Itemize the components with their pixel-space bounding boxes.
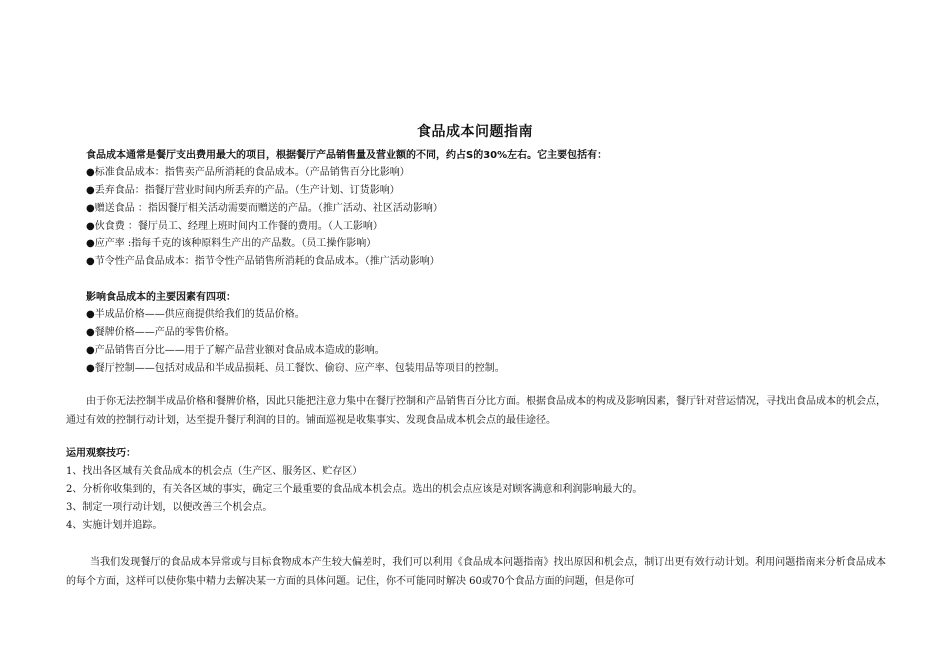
- factor-item: ●餐牌价格——产品的零售价格。: [86, 327, 235, 338]
- document-title: 食品成本问题指南: [417, 124, 533, 140]
- technique-item: 1、找出各区域有关食品成本的机会点（生产区、服务区、贮存区）: [66, 466, 363, 477]
- technique-item: 2、分析你收集到的，有关各区域的事实，确定三个最重要的食品成本机会点。选出的机会点应该是对顾客满意和利润影响最大的。: [66, 484, 643, 495]
- techniques-heading: 运用观察技巧：: [66, 448, 136, 459]
- cost-item: ●节令性产品食品成本：指节令性产品销售所消耗的食品成本。（推广活动影响）: [86, 256, 440, 267]
- body-paragraph: 由于你无法控制半成品价格和餐牌价格，因此只能把注意力集中在餐厅控制和产品销售百分比方面。根据食品成本的构成及影响因素，餐厅针对营运情况，寻找出食品成本的机会点，通过有效的控制行动计划，达至提升餐厅利润的目的。铺面巡视是收集事实、发现食品成本机会点的最佳途径。: [66, 396, 886, 426]
- cost-item: ●赠送食品 ：指因餐厅相关活动需要而赠送的产品。（推广活动、社区活动影响）: [86, 203, 443, 214]
- cost-item: ●标准食品成本：指售卖产品所消耗的食品成本。（产品销售百分比影响）: [86, 167, 410, 178]
- factors-heading: 影响食品成本的主要因素有四项：: [86, 292, 236, 303]
- body-paragraph: 当我们发现餐厅的食品成本异常或与目标食物成本产生较大偏差时，我们可以利用《食品成本问题指南》找出原因和机会点，制订出更有效行动计划。利用问题指南来分析食品成本的每个方面，这样可以使你集中精力去解决某一方面的具体问题。记住，你不可能同时解决 60或70个食品方面的问题，但是你可: [66, 557, 886, 587]
- cost-item: ●伙食费 ：餐厅员工、经理上班时间内工作餐的费用。（人工影响）: [86, 221, 383, 232]
- factor-item: ●半成品价格——供应商提供给我们的货品价格。: [86, 309, 305, 320]
- factor-item: ●餐厅控制——包括对成品和半成品损耗、员工餐饮、偷窃、应产率、包装用品等项目的控制。: [86, 363, 505, 374]
- cost-item: ●丢弃食品：指餐厅营业时间内所丢弃的产品。（生产计划、订货影响）: [86, 185, 400, 196]
- factor-item: ●产品销售百分比——用于了解产品营业额对食品成本造成的影响。: [86, 345, 385, 356]
- cost-item: ●应产率 :指每千克的该种原料生产出的产品数。（员工操作影响）: [86, 238, 377, 249]
- technique-item: 3、制定一项行动计划，以便改善三个机会点。: [66, 502, 273, 513]
- intro-text: 食品成本通常是餐厅支出费用最大的项目，根据餐厅产品销售量及营业额的不同，约占S的30%左右。它主要包括有：: [86, 150, 608, 161]
- technique-item: 4、实施计划并追踪。: [66, 520, 163, 531]
